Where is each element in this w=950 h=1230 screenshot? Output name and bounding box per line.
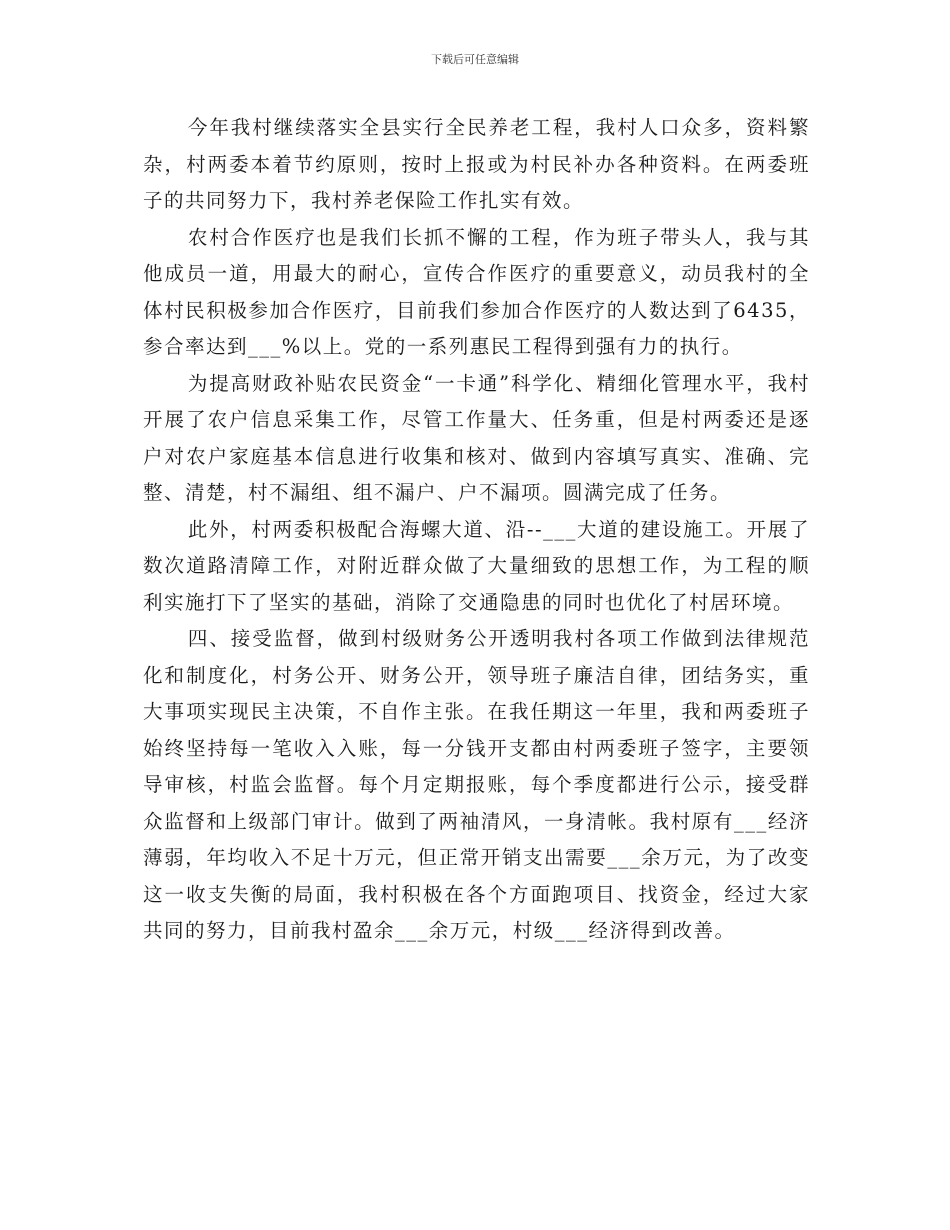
document-body (143, 110, 810, 950)
paragraph-subsidy-card: 为提高财政补贴农民资金“一卡通”科学化、精细化管理水平，我村开展了农户信息采集工作，尽管工作量大、任务重，但是村两委还是逐户对农户家庭基本信息进行收集和核对、做到内容填写真实、准确、完整、清楚，村不漏组、组不漏户、户不漏项。圆满完成了任务。 (143, 371, 810, 504)
paragraph-medical-cooperation: 农村合作医疗也是我们长抓不懈的工程，作为班子带头人，我与其他成员一道，用最大的耐心，宣传合作医疗的重要意义，动员我村的全体村民积极参加合作医疗，目前我们参加合作医疗的人数达到了6435，参合率达到___%以上。党的一系列惠民工程得到强有力的执行。 (143, 225, 810, 358)
paragraph-road-construction: 此外，村两委积极配合海螺大道、沿--___大道的建设施工。开展了数次道路清障工作，对附近群众做了大量细致的思想工作，为工程的顺利实施打下了坚实的基础，消除了交通隐患的同时也优化了村居环境。 (143, 517, 810, 614)
paragraph-pension: 今年我村继续落实全县实行全民养老工程，我村人口众多，资料繁杂，村两委本着节约原则，按时上报或为村民补办各种资料。在两委班子的共同努力下，我村养老保险工作扎实有效。 (143, 116, 810, 212)
page-header: 下载后可任意编辑 (431, 53, 519, 66)
paragraph-supervision: 四、接受监督，做到村级财务公开透明我村各项工作做到法律规范化和制度化，村务公开、财务公开，领导班子廉洁自律，团结务实，重大事项实现民主决策，不自作主张。在我任期这一年里，我和两委班子始终坚持每一笔收入入账，每一分钱开支都由村两委班子签字，主要领导审核，村监会监督。每个月定期报账，每个季度都进行公示，接受群众监督和上级部门审计。做到了两袖清风，一身清帐。我村原有___经济薄弱，年均收入不足十万元，但正常开销支出需要___余万元，为了改变这一收支失衡的局面，我村积极在各个方面跑项目、找资金，经过大家共同的努力，目前我村盈余___余万元，村级___经济得到改善。 (143, 627, 810, 942)
